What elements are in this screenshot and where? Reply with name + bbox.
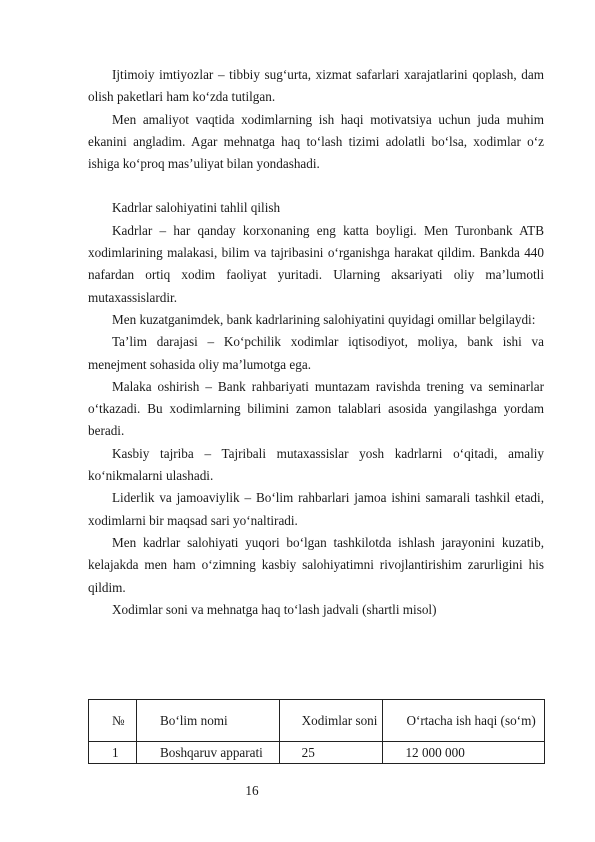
cell-average-salary: 12 000 000	[383, 742, 545, 764]
cell-number: 1	[89, 742, 137, 764]
paragraph-training: Malaka oshirish – Bank rahbariyati muntazam ravishda trening va seminarlar o‘tkazadi. Bu xodimlarning bilimini zamon talablari asosida yangilashga yordam beradi.	[88, 378, 544, 439]
table-row	[89, 742, 545, 764]
paragraph-education: Ta’lim darajasi – Ko‘pchilik xodimlar iqtisodiyot, moliya, bank ishi va menejment sohasida oliy ma’lumotga ega.	[88, 334, 544, 372]
paragraph-social-benefits: Ijtimoiy imtiyozlar – tibbiy sug‘urta, xizmat safarlari xarajatlarini qoplash, dam olish paketlari ham ko‘zda tutilgan.	[88, 67, 544, 105]
body-text	[88, 64, 544, 621]
cell-department: Boshqaruv apparati	[136, 742, 279, 764]
paragraph-leadership: Liderlik va jamoaviylik – Bo‘lim rahbarlari jamoa ishini samarali tashkil etadi, xodimlarni bir maqsad sari yo‘naltiradi.	[88, 490, 544, 528]
paragraph-experience: Kasbiy tajriba – Tajribali mutaxassislar yosh kadrlarni o‘qitadi, amaliy ko‘nikmalarni ulashadi.	[88, 445, 544, 484]
paragraph-cadres-intro: Kadrlar – har qanday korxonaning eng katta boyligi. Men Turonbank ATB xodimlarining malakasi, bilim va tajribasini o‘rganishga harakat qildim. Bankda 440 nafardan ortiq xodim faoliyat yuritadi. Ularning aksariyati oliy ma’lumotli mutaxassislardir.	[88, 222, 544, 305]
table-caption: Xodimlar soni va mehnatga haq to‘lash jadvali (shartli misol)	[112, 601, 437, 617]
section-heading: Kadrlar salohiyatini tahlil qilish	[112, 200, 281, 216]
paragraph-factors-intro: Men kuzatganimdek, bank kadrlarining salohiyatini quyidagi omillar belgilaydi:	[112, 311, 536, 327]
header-average-salary-text: O‘rtacha ish haqi (so‘m)	[406, 713, 536, 728]
header-average-salary	[383, 700, 545, 742]
cell-staff-count: 25	[279, 742, 383, 764]
paragraph-conclusion: Men kadrlar salohiyati yuqori bo‘lgan tashkilotda ishlash jarayonini kuzatib, kelajakda men ham o‘zimning kasbiy salohiyatimni rivojlantirishim zarurligini his qildim.	[88, 534, 544, 595]
header-number: №	[89, 700, 137, 742]
header-staff-count: Xodimlar soni	[279, 700, 383, 742]
paragraph-motivation: Men amaliyot vaqtida xodimlarning ish haqi motivatsiya uchun juda muhim ekanini angladim. Agar mehnatga haq to‘lash tizimi adolatli bo‘lsa, xodimlar o‘z ishiga ko‘proq mas’uliyat bilan yondashadi.	[88, 111, 544, 172]
staff-salary-table	[88, 699, 545, 764]
page-number: 16	[245, 783, 259, 798]
header-department: Bo‘lim nomi	[136, 700, 279, 742]
blank-line	[88, 175, 544, 197]
table-header-row	[89, 700, 545, 742]
